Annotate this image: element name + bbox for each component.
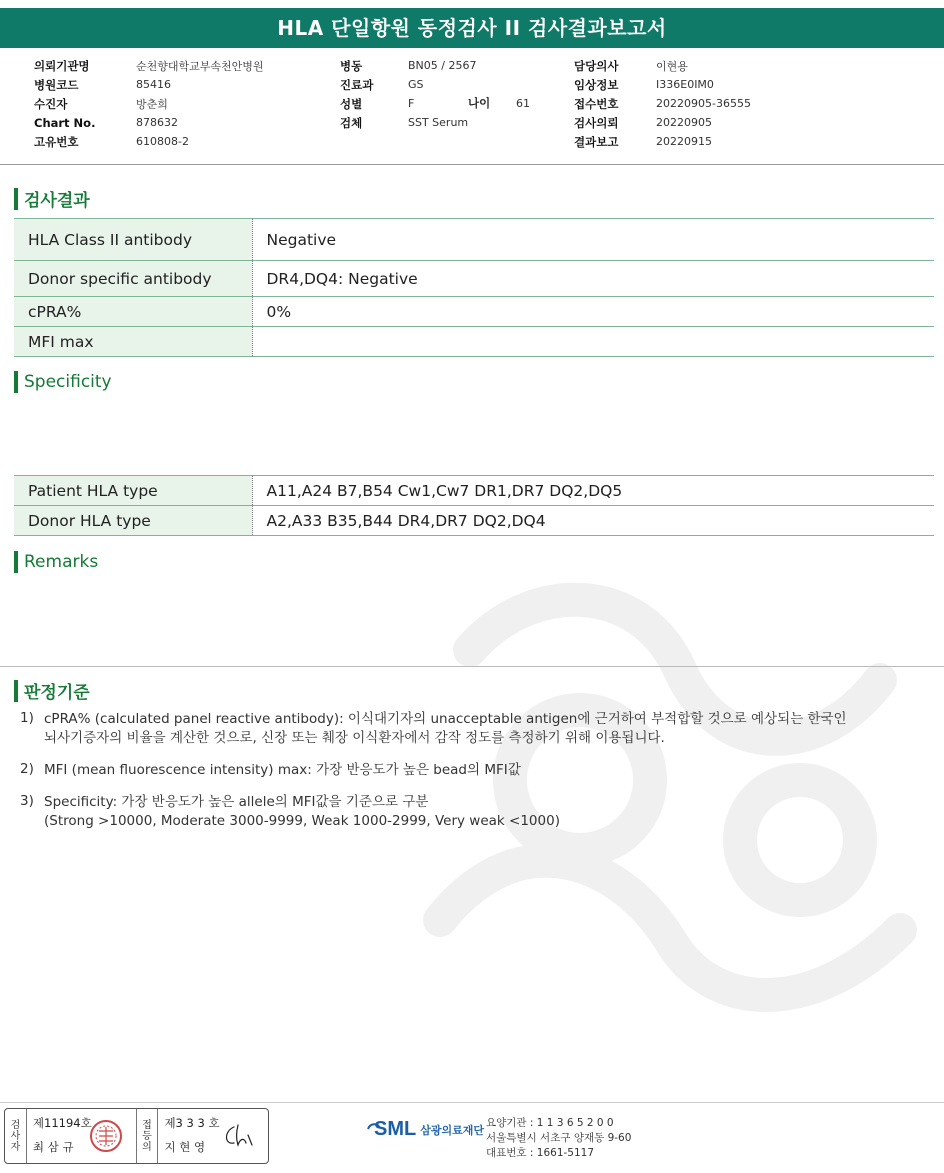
info-value: I336E0IM0 [656,78,714,91]
vertical-char: 접 [142,1119,152,1131]
vertical-char: 등 [142,1130,152,1142]
row-value: A2,A33 B35,B44 DR4,DR7 DQ2,DQ4 [252,506,934,536]
item-text [44,793,560,831]
approver-cell [158,1109,268,1163]
info-row [340,113,476,132]
seal-stamp-icon [89,1119,123,1153]
logo-name: 삼광의료재단 [420,1123,484,1137]
report-title: HLA 단일항원 동정검사 II 검사결과보고서 [0,8,944,48]
item-number: 1) [20,710,34,726]
section-title-text: Specificity [24,372,112,392]
item-number: 3) [20,793,34,809]
info-row [574,75,751,94]
info-row [574,113,751,132]
address-line: 대표번호 : 1661-5117 [486,1147,595,1159]
list-item [20,710,920,748]
info-label: 수진자 [34,96,68,111]
vertical-char: 사 [10,1130,21,1142]
row-label: cPRA% [14,297,252,327]
table-row [14,219,934,261]
hla-type-table [14,475,934,536]
info-row [340,94,476,113]
address-line: 서울특별시 서초구 양재동 9-60 [486,1132,632,1144]
sml-logo [366,1118,484,1141]
section-title-text: Remarks [24,552,99,572]
criteria-list [20,710,920,844]
row-value: 0% [252,297,934,327]
info-label: 성별 [340,96,363,111]
row-label: Donor HLA type [14,506,252,536]
info-value: 방춘희 [136,97,168,111]
address-line: 요양기관 : 1 1 3 6 5 2 0 0 [486,1117,614,1129]
section-bar [14,371,18,393]
info-label: 진료과 [340,77,374,92]
info-label: 임상정보 [574,77,619,92]
row-label: Donor specific antibody [14,261,252,297]
section-title-criteria [14,678,90,703]
info-value: GS [408,78,424,91]
info-row [34,113,264,132]
info-value: 순천향대학교부속천안병원 [136,59,264,73]
logo-mark: SML [374,1118,417,1140]
item-line: (Strong >10000, Moderate 3000-9999, Weak 1000-2999, Very weak <1000) [44,813,560,829]
info-label: 검사의뢰 [574,115,619,130]
info-label: 담당의사 [574,58,619,73]
info-row [574,94,751,113]
lab-address [486,1116,631,1161]
patient-info [0,56,944,156]
table-row [14,297,934,327]
info-column-2 [340,56,476,132]
info-value: 이현용 [656,59,688,73]
vertical-char: 검 [10,1119,21,1131]
info-column-1 [34,56,264,151]
table-row [14,327,934,357]
list-item [20,793,920,831]
info-column-3 [574,56,751,151]
section-bar [14,188,18,210]
section-title-text: 판정기준 [24,683,90,703]
section-title-text: 검사결과 [24,191,90,211]
row-value: A11,A24 B7,B54 Cw1,Cw7 DR1,DR7 DQ2,DQ5 [252,476,934,506]
info-value: 878632 [136,116,178,129]
info-value: 20220905 [656,116,712,129]
row-label: HLA Class II antibody [14,219,252,261]
info-label: 의뢰기관명 [34,58,90,73]
section-bar [14,551,18,573]
item-line: Specificity: 가장 반응도가 높은 allele의 MFI값을 기준으로 구분 [44,794,429,810]
approver-license-no: 제3 3 3 호 [164,1116,220,1130]
examiner-cell [27,1109,137,1163]
approver-name: 지 현 영 [164,1140,206,1154]
info-value: 20220915 [656,135,712,148]
item-text [44,710,847,748]
examiner-license-no: 제11194호 [32,1116,92,1130]
info-row [34,75,264,94]
info-row [340,56,476,75]
section-title-results [14,186,90,211]
row-value: Negative [252,219,934,261]
info-value: 610808-2 [136,135,189,148]
row-label: MFI max [14,327,252,357]
footer-divider [0,1102,944,1103]
info-row [34,132,264,151]
section-title-specificity [14,371,112,393]
table-row [14,476,934,506]
info-value: SST Serum [408,116,469,129]
row-label: Patient HLA type [14,476,252,506]
row-value [252,327,934,357]
info-divider [0,164,944,165]
item-number: 2) [20,761,34,777]
info-label: 병동 [340,58,363,73]
info-value: 85416 [136,78,171,91]
info-row [34,56,264,75]
info-label: 검체 [340,115,363,130]
examiner-name: 최 삼 규 [32,1140,74,1154]
row-value: DR4,DQ4: Negative [252,261,934,297]
info-row [340,75,476,94]
item-line: 뇌사기증자의 비율을 계산한 것으로, 신장 또는 췌장 이식환자에서 감작 정도를 측정하기 위해 이용됩니다. [44,730,665,746]
info-value: 20220905-36555 [656,97,751,110]
vertical-char: 자 [10,1141,21,1153]
section-bar [14,680,18,702]
item-text [44,761,521,780]
info-label: 결과보고 [574,134,619,149]
info-label: 병원코드 [34,77,79,92]
info-value: F [408,97,415,110]
item-line: cPRA% (calculated panel reactive antibody): 이식대기자의 unacceptable antigen에 근거하여 부적합할 것으로 예상되는 한국인 [44,711,847,727]
item-line: MFI (mean fluorescence intensity) max: 가장 반응도가 높은 bead의 MFI값 [44,762,521,778]
examiner-vertical-label [5,1109,27,1163]
list-item [20,761,920,780]
age-label: 나이 [468,96,491,110]
table-row [14,506,934,536]
info-row [34,94,264,113]
results-table [14,218,934,357]
section-divider [0,666,944,667]
info-value: BN05 / 2567 [408,59,477,72]
info-row [574,56,751,75]
info-label: 접수번호 [574,96,619,111]
signature-box [4,1108,269,1164]
table-row [14,261,934,297]
vertical-char: 의 [142,1141,152,1153]
section-title-remarks [14,551,98,573]
signature-icon [220,1121,256,1151]
info-row [574,132,751,151]
age-value: 61 [516,97,530,110]
info-label: 고유번호 [34,134,79,149]
info-label: Chart No. [34,115,96,130]
approver-vertical-label [137,1109,159,1163]
